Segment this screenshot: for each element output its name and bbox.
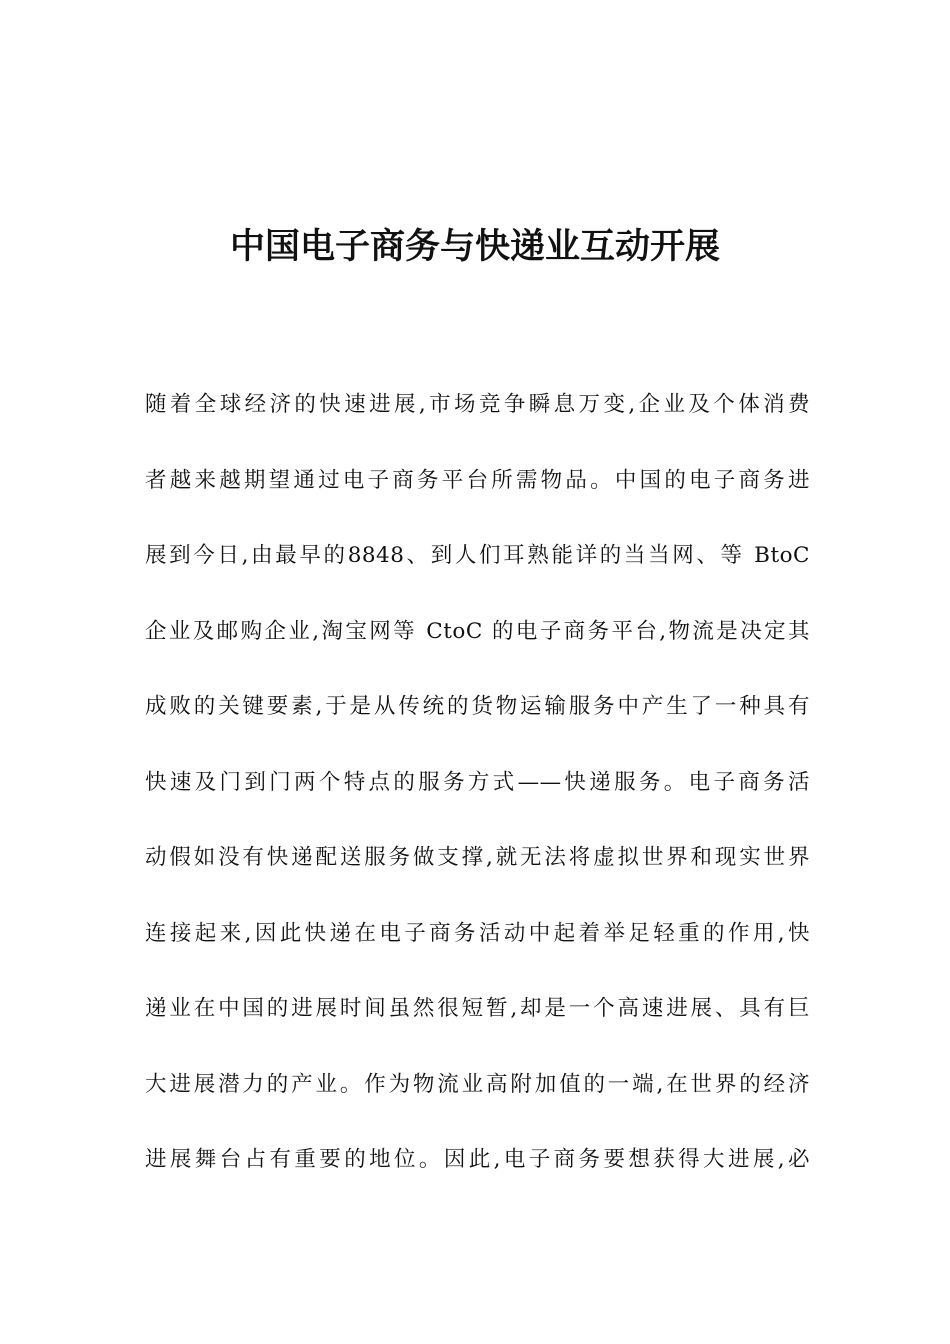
body-line-6: 快速及门到门两个特点的服务方式——快递服务。电子商务活 <box>145 769 810 795</box>
body-line-3: 展到今日,由最早的8848、到人们耳熟能详的当当网、等 BtoC <box>145 543 810 568</box>
document-body <box>145 380 810 1211</box>
body-line-9: 递业在中国的进展时间虽然很短暂,却是一个高速进展、具有巨 <box>145 996 810 1021</box>
body-line-10: 大进展潜力的产业。作为物流业高附加值的一端,在世界的经济 <box>145 1071 810 1097</box>
body-line-5: 成败的关键要素,于是从传统的货物运输服务中产生了一种具有 <box>145 694 810 719</box>
body-line-7: 动假如没有快递配送服务做支撑,就无法将虚拟世界和现实世界 <box>145 845 810 870</box>
body-line-4: 企业及邮购企业,淘宝网等 CtoC 的电子商务平台,物流是决定其 <box>145 618 810 644</box>
document-title: 中国电子商务与快递业互动开展 <box>229 227 720 267</box>
body-line-8: 连接起来,因此快递在电子商务活动中起着举足轻重的作用,快 <box>145 920 810 946</box>
body-line-11: 进展舞台占有重要的地位。因此,电子商务要想获得大进展,必 <box>145 1147 810 1172</box>
body-line-2: 者越来越期望通过电子商务平台所需物品。中国的电子商务进 <box>145 467 810 493</box>
body-line-1: 随着全球经济的快速进展,市场竞争瞬息万变,企业及个体消费 <box>145 392 810 417</box>
